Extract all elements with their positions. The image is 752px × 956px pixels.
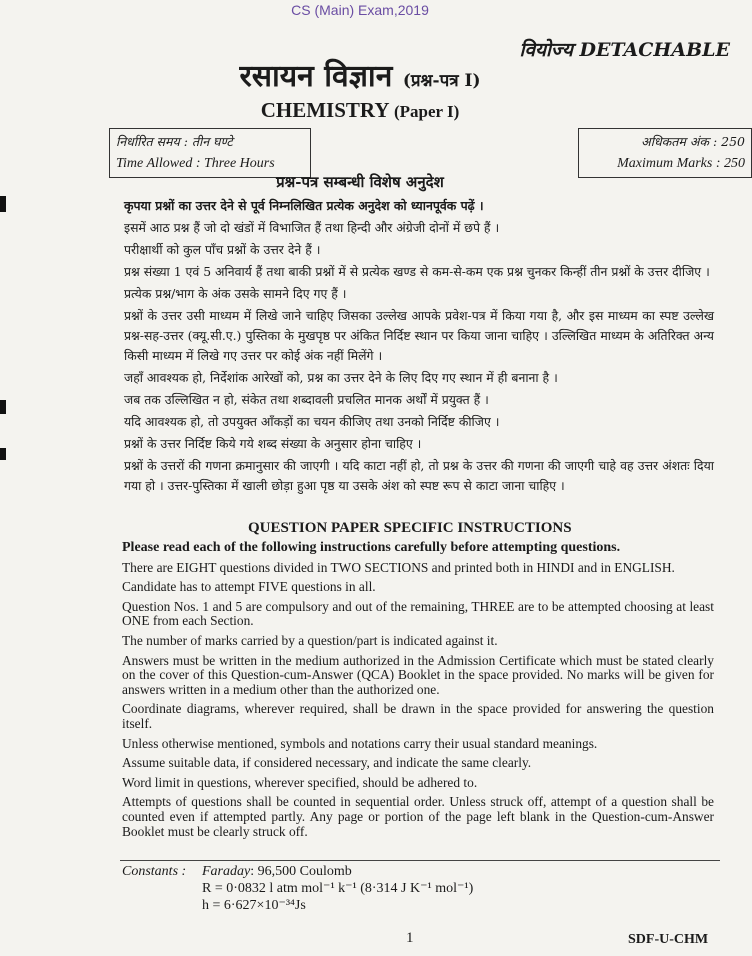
english-instruction-item: Candidate has to attempt FIVE questions in all. <box>122 579 376 595</box>
detachable-label: वियोज्य DETACHABLE <box>519 39 730 61</box>
english-instruction-lead: Please read each of the following instructions carefully before attempting questions. <box>122 540 621 555</box>
hindi-instruction-item: यदि आवश्यक हो, तो उपयुक्त आँकड़ों का चयन कीजिए तथा उनको निर्दिष्ट कीजिए । <box>124 414 500 429</box>
hindi-instruction-lead: कृपया प्रश्नों का उत्तर देने से पूर्व निम्नलिखित प्रत्येक अनुदेश को ध्यानपूर्वक पढ़ें । <box>124 198 484 213</box>
binding-edge-mark-1 <box>0 196 6 212</box>
title-hindi-main: रसायन विज्ञान <box>239 59 393 94</box>
gas-constant: R = 0·0832 l atm mol⁻¹ k⁻¹ (8·314 J K⁻¹ mol⁻¹) <box>202 881 474 896</box>
constants-label: Constants : <box>122 864 187 879</box>
english-instruction-item: Attempts of questions shall be counted in sequential order. Unless struck off, attempt of a question shall be counted even if attempted partly. Any page or portion of the page left blank in the Question-cum-Answer Booklet must be clearly struck off. <box>122 794 714 839</box>
faraday-constant <box>202 863 352 880</box>
hindi-instruction-item: जब तक उल्लिखित न हो, संकेत तथा शब्दावली प्रचलित मानक अर्थों में प्रयुक्त हैं । <box>124 392 489 407</box>
english-instruction-item: There are EIGHT questions divided in TWO SECTIONS and printed both in HINDI and in ENGLISH. <box>122 559 675 575</box>
hindi-instruction-item: प्रश्नों के उत्तर निर्दिष्ट किये गये शब्द संख्या के अनुसार होना चाहिए । <box>124 436 422 451</box>
exam-stamp: CS (Main) Exam,2019 <box>291 2 429 18</box>
time-allowed-box <box>109 128 311 178</box>
hindi-instruction-item: प्रश्नों के उत्तरों की गणना क्रमानुसार की जाएगी । यदि काटा नहीं हो, तो प्रश्न के उत्तर की गणना की जाएगी चाहे वह उत्तर अंशतः दिया गया हो । उत्तर-पुस्तिका में खाली छोड़ा हुआ पृष्ठ या उसके अंश को स्पष्ट रूप से काटा जाना चाहिए । <box>124 458 714 493</box>
faraday-value: : 96,500 Coulomb <box>250 864 352 879</box>
english-instruction-item: Unless otherwise mentioned, symbols and notations carry their usual standard meanings. <box>122 735 598 751</box>
constants-row-faraday <box>122 863 473 880</box>
maximum-marks-hindi: अधिकतम अंक : 250 <box>641 134 745 149</box>
english-instruction-item: The number of marks carried by a question/part is indicated against it. <box>122 632 498 648</box>
hindi-instruction-item: इसमें आठ प्रश्न हैं जो दो खंडों में विभाजित हैं तथा हिन्दी और अंग्रेजी दोनों में छपे हैं । <box>124 220 500 235</box>
title-hindi-paper: (प्रश्न-पत्र I) <box>402 71 481 91</box>
hindi-instruction-item: जहाँ आवश्यक हो, निर्देशांक आरेखों को, प्रश्न का उत्तर देने के लिए दिए गए स्थान में ही बनाना है । <box>124 370 558 385</box>
hindi-instruction-item: प्रश्न संख्या 1 एवं 5 अनिवार्य हैं तथा बाकी प्रश्नों में से प्रत्येक खण्ड से कम-से-कम एक प्रश्न चुनकर किन्हीं तीन प्रश्नों के उत्तर दीजिए । <box>124 264 710 279</box>
english-instructions <box>122 541 714 844</box>
constants-row-gas <box>122 880 473 897</box>
english-instruction-item: Word limit in questions, wherever specified, should be adhered to. <box>122 774 478 790</box>
hindi-instruction-item: प्रश्नों के उत्तर उसी माध्यम में लिखे जाने चाहिए जिसका उल्लेख आपके प्रवेश-पत्र में किया गया है, और इस माध्यम का स्पष्ट उल्लेख प्रश्न-सह-उत्तर (क्यू.सी.ए.) पुस्तिका के मुखपृष्ठ पर अंकित निर्दिष्ट स्थान पर किया जाना चाहिए । उल्लिखित माध्यम के अतिरिक्त अन्य किसी माध्यम में लिखे गए उत्तर पर कोई अंक नहीं मिलेंगे । <box>124 308 714 363</box>
maximum-marks-box <box>578 128 752 178</box>
time-allowed-hindi: निर्धारित समय : तीन घण्टे <box>116 134 233 149</box>
constants-divider <box>120 860 720 861</box>
planck-constant: h = 6·627×10⁻³⁴Js <box>202 898 306 913</box>
hindi-instructions <box>124 196 714 498</box>
constants-block <box>122 863 473 914</box>
english-instruction-item: Coordinate diagrams, wherever required, shall be drawn in the space provided for answering the question itself. <box>122 701 714 731</box>
faraday-name: Faraday <box>202 864 251 879</box>
title-hindi <box>0 54 720 95</box>
hindi-instructions-heading: प्रश्न-पत्र सम्बन्धी विशेष अनुदेश <box>276 173 444 191</box>
binding-edge-mark-2 <box>0 400 6 414</box>
constants-row-planck <box>122 897 473 914</box>
time-allowed-english: Time Allowed : Three Hours <box>116 156 275 171</box>
title-english-main: CHEMISTRY <box>260 98 389 122</box>
title-english <box>0 98 720 123</box>
maximum-marks-english: Maximum Marks : 250 <box>617 156 745 171</box>
title-english-paper: (Paper I) <box>393 102 460 121</box>
english-instruction-item: Question Nos. 1 and 5 are compulsory and out of the remaining, THREE are to be attempted choosing at least ONE from each Section. <box>122 598 714 629</box>
binding-edge-mark-3 <box>0 448 6 460</box>
english-instruction-item: Answers must be written in the medium authorized in the Admission Certificate which must be stated clearly on the cover of this Question-cum-Answer (QCA) Booklet in the space provided. No marks will be given for answers written in a medium other than the authorized one. <box>122 652 714 697</box>
page-number: 1 <box>406 930 414 946</box>
paper-code: SDF-U-CHM <box>628 932 709 947</box>
hindi-instruction-item: प्रत्येक प्रश्न/भाग के अंक उसके सामने दिए गए हैं । <box>124 286 347 301</box>
english-instructions-heading: QUESTION PAPER SPECIFIC INSTRUCTIONS <box>248 520 572 536</box>
hindi-instruction-item: परीक्षार्थी को कुल पाँच प्रश्नों के उत्तर देने हैं । <box>124 242 321 257</box>
english-instruction-item: Assume suitable data, if considered necessary, and indicate the same clearly. <box>122 755 532 771</box>
